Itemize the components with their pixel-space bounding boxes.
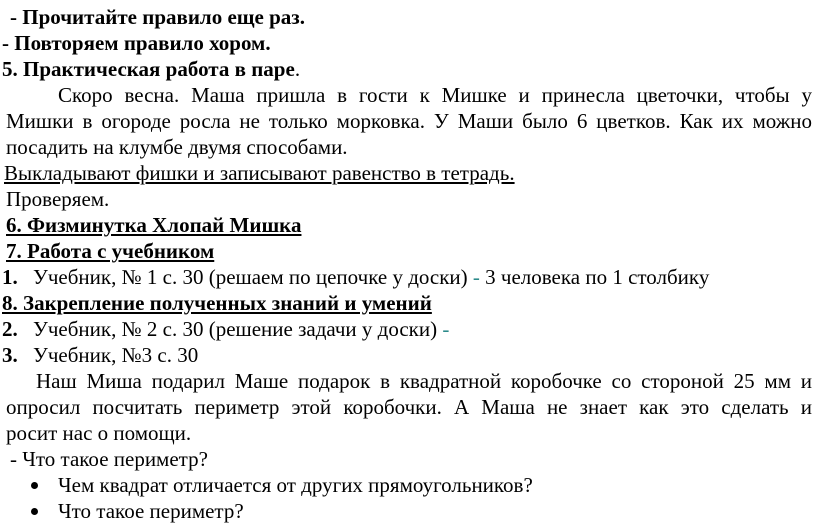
textbook-item-2 [2,316,449,342]
instruction-check: Проверяем. [6,187,110,211]
paragraph-line: посадить на клумбе двумя способами. [6,135,348,159]
paragraph-perimeter-task [6,368,812,446]
paragraph-line: Наш Миша подарил Маше подарок в квадратной коробочке со стороной 25 мм и [36,369,812,393]
item-dash: - [472,265,480,289]
instruction-chips-equality: Выкладывают фишки и записывают равенство в тетрадь. [4,161,515,185]
section-5-period: . [294,57,301,81]
item-number: 2. [2,317,18,341]
item-text: Учебник, №3 с. 30 [33,343,199,367]
paragraph-line: росит нас о помощи. [6,421,192,445]
section-8-heading: 8. Закрепление полученных знаний и умений [2,291,432,315]
item-number: 3. [2,343,18,367]
item-tail: 3 человека по 1 столбику [485,265,710,289]
instruction-reread-rule: - Прочитайте правило еще раз. [10,5,305,29]
instruction-repeat-rule: - Повторяем правило хором. [2,31,271,55]
paragraph-line: Мишки в огороде росла не только морковка. У Маши было 6 цветков. Как их можно [6,109,812,133]
question-perimeter: - Что такое периметр? [10,447,208,471]
paragraph-spring-task [6,82,812,160]
paragraph-line: Скоро весна. Маша пришла в гости к Мишке и принесла цветочки, чтобы у [58,83,812,107]
textbook-item-3 [2,342,198,368]
bullet-dot-icon [31,482,38,489]
bullet-item: Чем квадрат отличается от других прямоугольников? [58,473,533,497]
item-text: Учебник, № 2 с. 30 (решение задачи у доски) [33,317,438,341]
item-dash: - [442,317,450,341]
section-5-heading [2,56,300,82]
bullet-dot-icon [31,508,38,515]
section-5-title: 5. Практическая работа в паре [2,57,295,81]
paragraph-line: опросил посчитать периметр этой коробочки. А Маша не знает как это сделать и [6,395,812,419]
section-7-heading: 7. Работа с учебником [6,239,215,263]
section-6-heading: 6. Физминутка Хлопай Мишка [6,213,302,237]
textbook-item-1 [2,264,709,290]
bullet-item: Что такое периметр? [58,499,244,523]
item-number: 1. [2,265,18,289]
item-text: Учебник, № 1 с. 30 (решаем по цепочке у доски) [33,265,468,289]
